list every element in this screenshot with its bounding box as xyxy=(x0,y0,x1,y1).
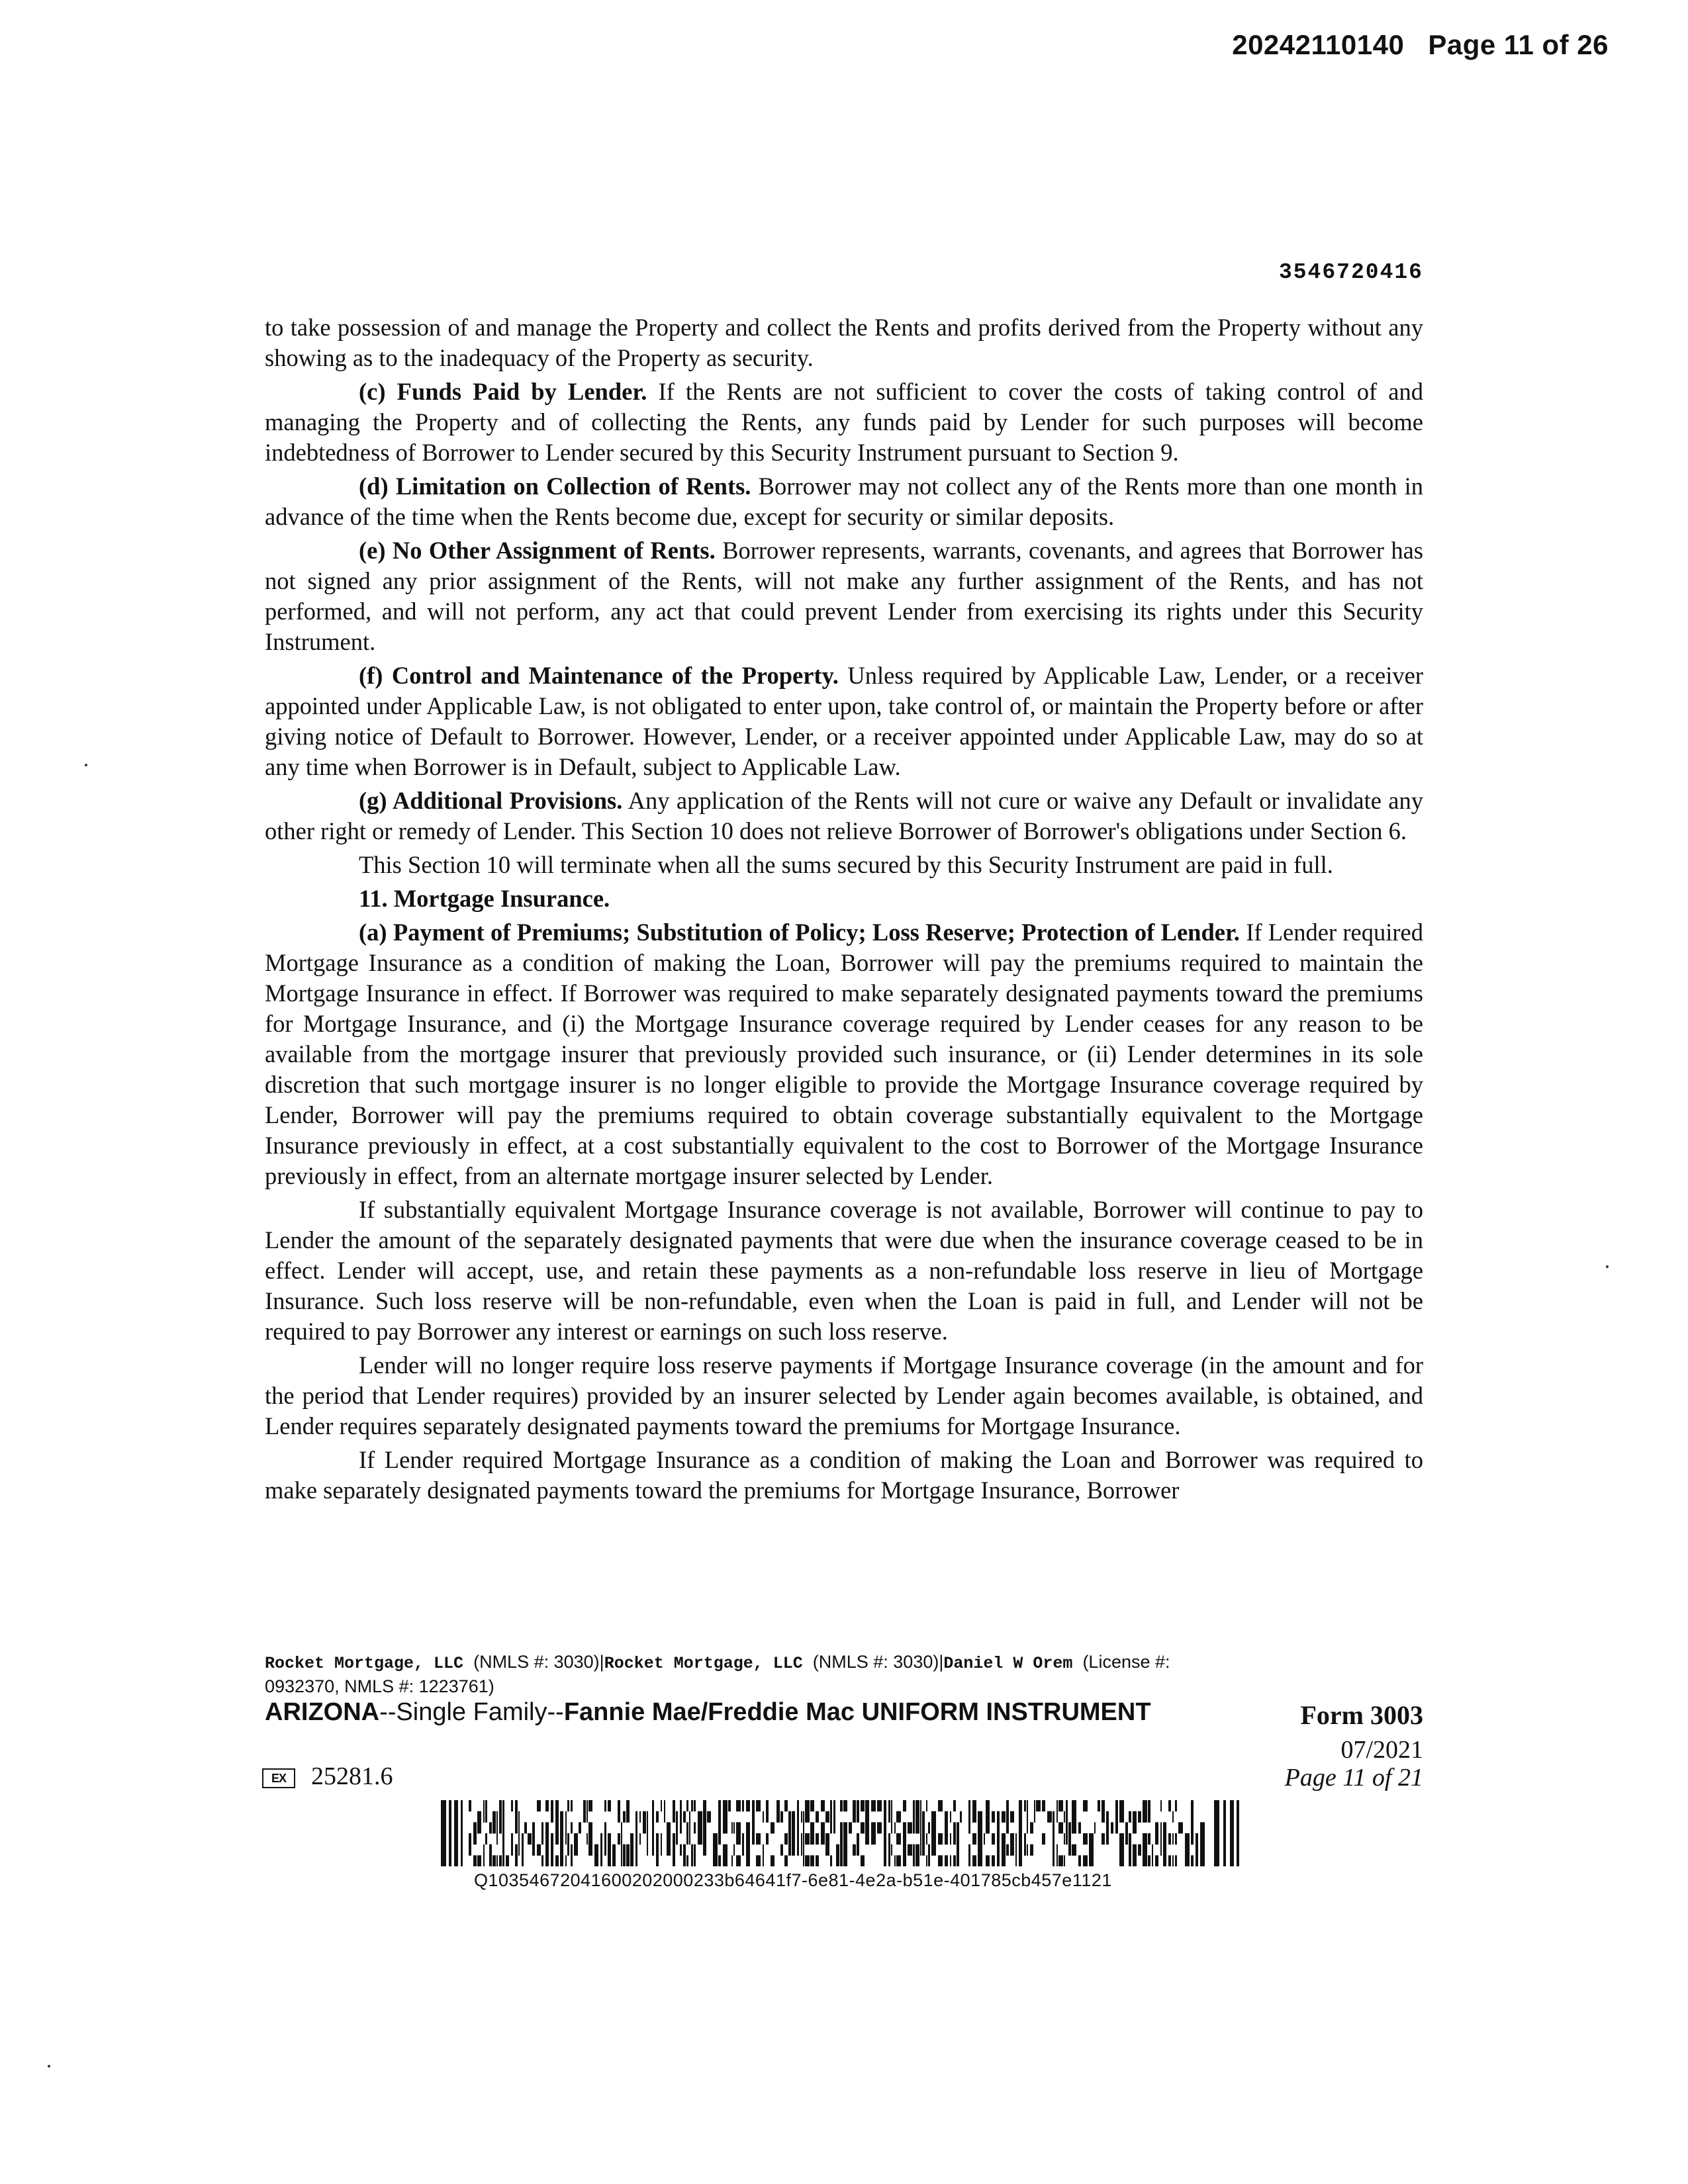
recording-header xyxy=(1232,29,1609,61)
lender-name: Rocket Mortgage, LLC xyxy=(604,1654,803,1673)
loan-number: 3546720416 xyxy=(1278,260,1423,285)
heading-control-maintenance: (f) Control and Maintenance of the Property. xyxy=(359,662,839,689)
text-additional-provisions: Any application of the Rents will not cure or waive any Default or invalidate any other right or remedy of Lender. This Section 10 does not relieve Borrower of Borrower's obligations under Section 6. xyxy=(265,787,1423,844)
text-funds-paid: If the Rents are not sufficient to cover the costs of taking control of and managing the Property and of collecting the Rents, any funds paid by Lender for such purposes will become indebtedness of Borrower to Lender secured by this Security Instrument pursuant to Section 9. xyxy=(265,378,1423,466)
form-number: Form 3003 xyxy=(1300,1700,1423,1730)
paragraph-continuation: to take possession of and manage the Property and collect the Rents and profits derived from the Property without any showing as to the inadequacy of the Property as security. xyxy=(265,314,1423,371)
form-page-number: Page 11 of 21 xyxy=(1284,1764,1423,1792)
scan-speck xyxy=(48,2065,50,2068)
heading-mortgage-insurance: 11. Mortgage Insurance. xyxy=(359,885,610,912)
originator-license-number: 0932370, NMLS #: 1223761) xyxy=(265,1676,494,1696)
document-body xyxy=(265,312,1423,1509)
text-limitation: Borrower may not collect any of the Rents more than one month in advance of the time when the Rents become due, except for security or similar deposits. xyxy=(265,473,1423,530)
instrument-name: Fannie Mae/Freddie Mac UNIFORM INSTRUMENT xyxy=(563,1698,1151,1726)
paragraph-control-maintenance xyxy=(265,660,1423,782)
ellie-mae-logo-icon: EX xyxy=(262,1768,295,1788)
heading-funds-paid: (c) Funds Paid by Lender. xyxy=(359,378,647,405)
heading-no-other-assignment: (e) No Other Assignment of Rents. xyxy=(359,537,716,564)
scan-speck xyxy=(85,764,87,766)
paragraph-limitation xyxy=(265,471,1423,532)
barcode-text: Q10354672041600202000233b64641f7-6e81-4e2a-b51e-401785cb457e1121 xyxy=(474,1870,1112,1890)
instrument-title xyxy=(265,1698,1151,1727)
recording-page-label: Page 11 of 26 xyxy=(1428,29,1609,60)
form-date: 07/2021 xyxy=(1340,1736,1423,1764)
paragraph-payment-of-premiums xyxy=(265,917,1423,1191)
text-no-other-assignment: Borrower represents, warrants, covenants, and agrees that Borrower has not signed any prior assignment of the Rents, will not make any further assignment of the Rents, and has not performed, and will not perform, any act that could prevent Lender from exercising its rights under this Security Instrument. xyxy=(265,537,1423,655)
text-payment-of-premiums: If Lender required Mortgage Insurance as a condition of making the Loan, Borrower will pay the premiums required to maintain the Mortgage Insurance in effect. If Borrower was required to make separately designated payments toward the premiums for Mortgage Insurance, and (i) the Mortgage Insurance coverage required by Lender ceases for any reason to be available from the mortgage insurer that previously provided such insurance, or (ii) Lender determines in its sole discretion that such mortgage insurer is no longer eligible to provide the Mortgage Insurance coverage required by Lender, Borrower will pay the premiums required to obtain coverage substantially equivalent to the Mortgage Insurance previously in effect, at a cost substantially equivalent to the cost to Borrower of the Mortgage Insurance previously in effect, from an alternate mortgage insurer selected by Lender. xyxy=(265,919,1423,1189)
heading-payment-of-premiums: (a) Payment of Premiums; Substitution of Policy; Loss Reserve; Protection of Lender. xyxy=(359,919,1240,946)
paragraph-no-other-assignment xyxy=(265,535,1423,657)
paragraph-section-10-termination: This Section 10 will terminate when all the sums secured by this Security Instrument are paid in full. xyxy=(359,851,1333,878)
paragraph-substantially-equivalent: If substantially equivalent Mortgage Insurance coverage is not available, Borrower will continue to pay to Lender the amount of the separately designated payments that were due when the insurance coverage ceased to be in effect. Lender will accept, use, and retain these payments as a non-refundable loss reserve in lieu of Mortgage Insurance. Such loss reserve will be non-refundable, even when the Loan is paid in full, and Lender will not be required to pay Borrower any interest or earnings on such loss reserve. xyxy=(265,1196,1423,1345)
originator-license: (License #: xyxy=(1082,1652,1170,1672)
paragraph-additional-provisions xyxy=(265,786,1423,846)
lender-nmls: (NMLS #: 3030)| xyxy=(473,1652,604,1672)
paragraph-funds-paid xyxy=(265,377,1423,468)
paragraph-no-longer-require: Lender will no longer require loss reserve payments if Mortgage Insurance coverage (in the amount and for the period that Lender requires) provided by an insurer selected by Lender again becomes available, is obtained, and Lender requires separately designated payments toward the premiums for Mortgage Insurance. xyxy=(265,1351,1423,1439)
lender-nmls: (NMLS #: 3030)| xyxy=(812,1652,944,1672)
property-type: --Single Family-- xyxy=(379,1698,564,1726)
recording-number: 20242110140 xyxy=(1232,29,1405,60)
barcode-icon xyxy=(441,1800,1242,1866)
paragraph-if-lender-required: If Lender required Mortgage Insurance as a condition of making the Loan and Borrower was required to make separately designated payments toward the premiums for Mortgage Insurance, Borrower xyxy=(265,1446,1423,1504)
footer-lender-info xyxy=(265,1651,1423,1700)
text-control-maintenance: Unless required by Applicable Law, Lender, or a receiver appointed under Applicable Law, is not obligated to enter upon, take control of, or maintain the Property before or after giving notice of Default to Borrower. However, Lender, or a receiver appointed under Applicable Law, may do so at any time when Borrower is in Default, subject to Applicable Law. xyxy=(265,662,1424,780)
scan-speck xyxy=(1606,1265,1609,1268)
state-name: ARIZONA xyxy=(265,1698,380,1726)
heading-additional-provisions: (g) Additional Provisions. xyxy=(359,787,623,814)
heading-limitation: (d) Limitation on Collection of Rents. xyxy=(359,473,751,500)
loan-originator-name: Daniel W Orem xyxy=(943,1654,1073,1673)
lender-name: Rocket Mortgage, LLC xyxy=(265,1654,464,1673)
document-code: 25281.6 xyxy=(311,1762,393,1790)
